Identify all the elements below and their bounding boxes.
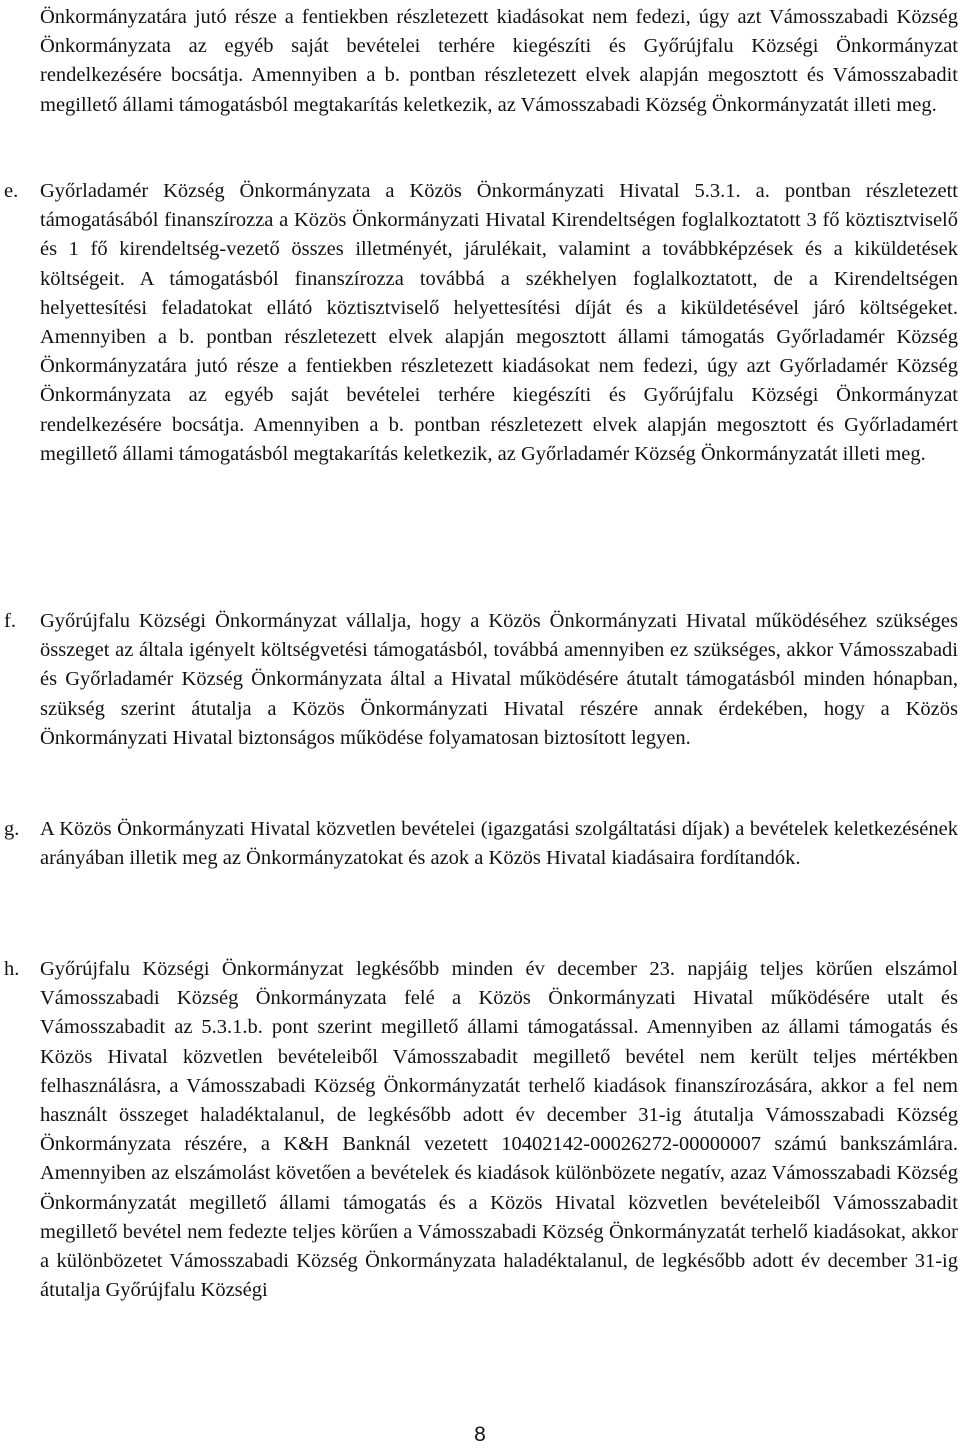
item-text: A Közös Önkormányzati Hivatal közvetlen bevételei (igazgatási szolgáltatási díjak) a bevételek keletkezésének arányában illetik meg az Önkormányzatokat és azok a Közös Hivatal kiadásaira fordítandók. xyxy=(40,818,958,870)
item-text: Győrújfalu Községi Önkormányzat legkésőbb minden év december 23. napjáig teljes körűen elszámol Vámosszabadi Község Önkormányzata felé a Közös Önkormányzati Hivatal működésére utalt és Vámosszabadit az 5.3.1.b. pont szerint megillető állami támogatással. Amennyiben az állami támogatás és Közös Hivatal közvetlen bevételeiből Vámosszabadit megillető bevétel nem került teljes mértékben felhasználásra, a Vámosszabadi Község Önkormányzatát terhelő kiadások finanszírozására, akkor a fel nem használt összeget haladéktalanul, de legkésőbb adott év december 31-ig átutalja Vámosszabadi Község Önkormányzata részére, a K&H Banknál vezetett 10402142-00026272-00000007 számú bankszámlára. Amennyiben az elszámolást követően a bevételek és kiadások különbözete negatív, azaz Vámosszabadi Község Önkormányzatát megillető állami támogatás és a Közös Hivatal közvetlen bevételeiből Vámosszabadit megillető bevétel nem fedezte teljes körűen a Vámosszabadi Község Önkormányzatát terhelő kiadásokat, akkor a különbözetet Vámosszabadi Község Önkormányzata haladéktalanul, de legkésőbb adott év december 31-ig átutalja Győrújfalu Községi xyxy=(40,958,958,1302)
item-marker: g. xyxy=(4,818,20,840)
item-marker: h. xyxy=(4,958,20,980)
item-text: Győrújfalu Községi Önkormányzat vállalja, hogy a Közös Önkormányzati Hivatal működéséhez szükséges összeget az általa igényelt költségvetési támogatásból, továbbá amennyiben ez szükséges, akkor Vámosszabadi és Győrladamér Község Önkormányzata által a Hivatal működésére átutalt támogatásból minden hónapban, szükség szerint átutalja a Közös Önkormányzati Hivatal részére annak érdekében, hogy a Közös Önkormányzati Hivatal biztonságos működése folyamatosan biztosított legyen. xyxy=(40,610,958,749)
item-marker: f. xyxy=(4,610,16,632)
intro-paragraph: Önkormányzatára jutó része a fentiekben részletezett kiadásokat nem fedezi, úgy azt Vámosszabadi Község Önkormányzata az egyéb saját bevételei terhére kiegészíti és Győrújfalu Községi Önkormányzat rendelkezésére bocsátja. Amennyiben a b. pontban részletezett elvek alapján megosztott és Vámosszabadit megillető állami támogatásból megtakarítás keletkezik, az Vámosszabadi Község Önkormányzatát illeti meg. xyxy=(40,6,958,116)
item-marker: e. xyxy=(4,180,19,202)
page-number: 8 xyxy=(474,1423,486,1446)
item-text: Győrladamér Község Önkormányzata a Közös Önkormányzati Hivatal 5.3.1. a. pontban részletezett támogatásából finanszírozza a Közös Önkormányzati Hivatal Kirendeltségen foglalkoztatott 3 fő köztisztviselő és 1 fő kirendeltség-vezető összes illetményét, járulékait, valamint a továbbképzések és a kiküldetések költségeit. A támogatásból finanszírozza továbbá a székhelyen foglalkoztatott, de a Kirendeltségen helyettesítési feladatokat ellátó köztisztviselő helyettesítési díját és a kiküldetésével járó költségeket. Amennyiben a b. pontban részletezett elvek alapján megosztott állami támogatás Győrladamér Község Önkormányzatára jutó része a fentiekben részletezett kiadásokat nem fedezi, úgy azt Győrladamér Község Önkormányzata az egyéb saját bevételei terhére kiegészíti és Győrújfalu Községi Önkormányzat rendelkezésére bocsátja. Amennyiben a b. pontban részletezett elvek alapján megosztott és Győrladamért megillető állami támogatásból megtakarítás keletkezik, az Győrladamér Község Önkormányzatát illeti meg. xyxy=(40,180,958,465)
